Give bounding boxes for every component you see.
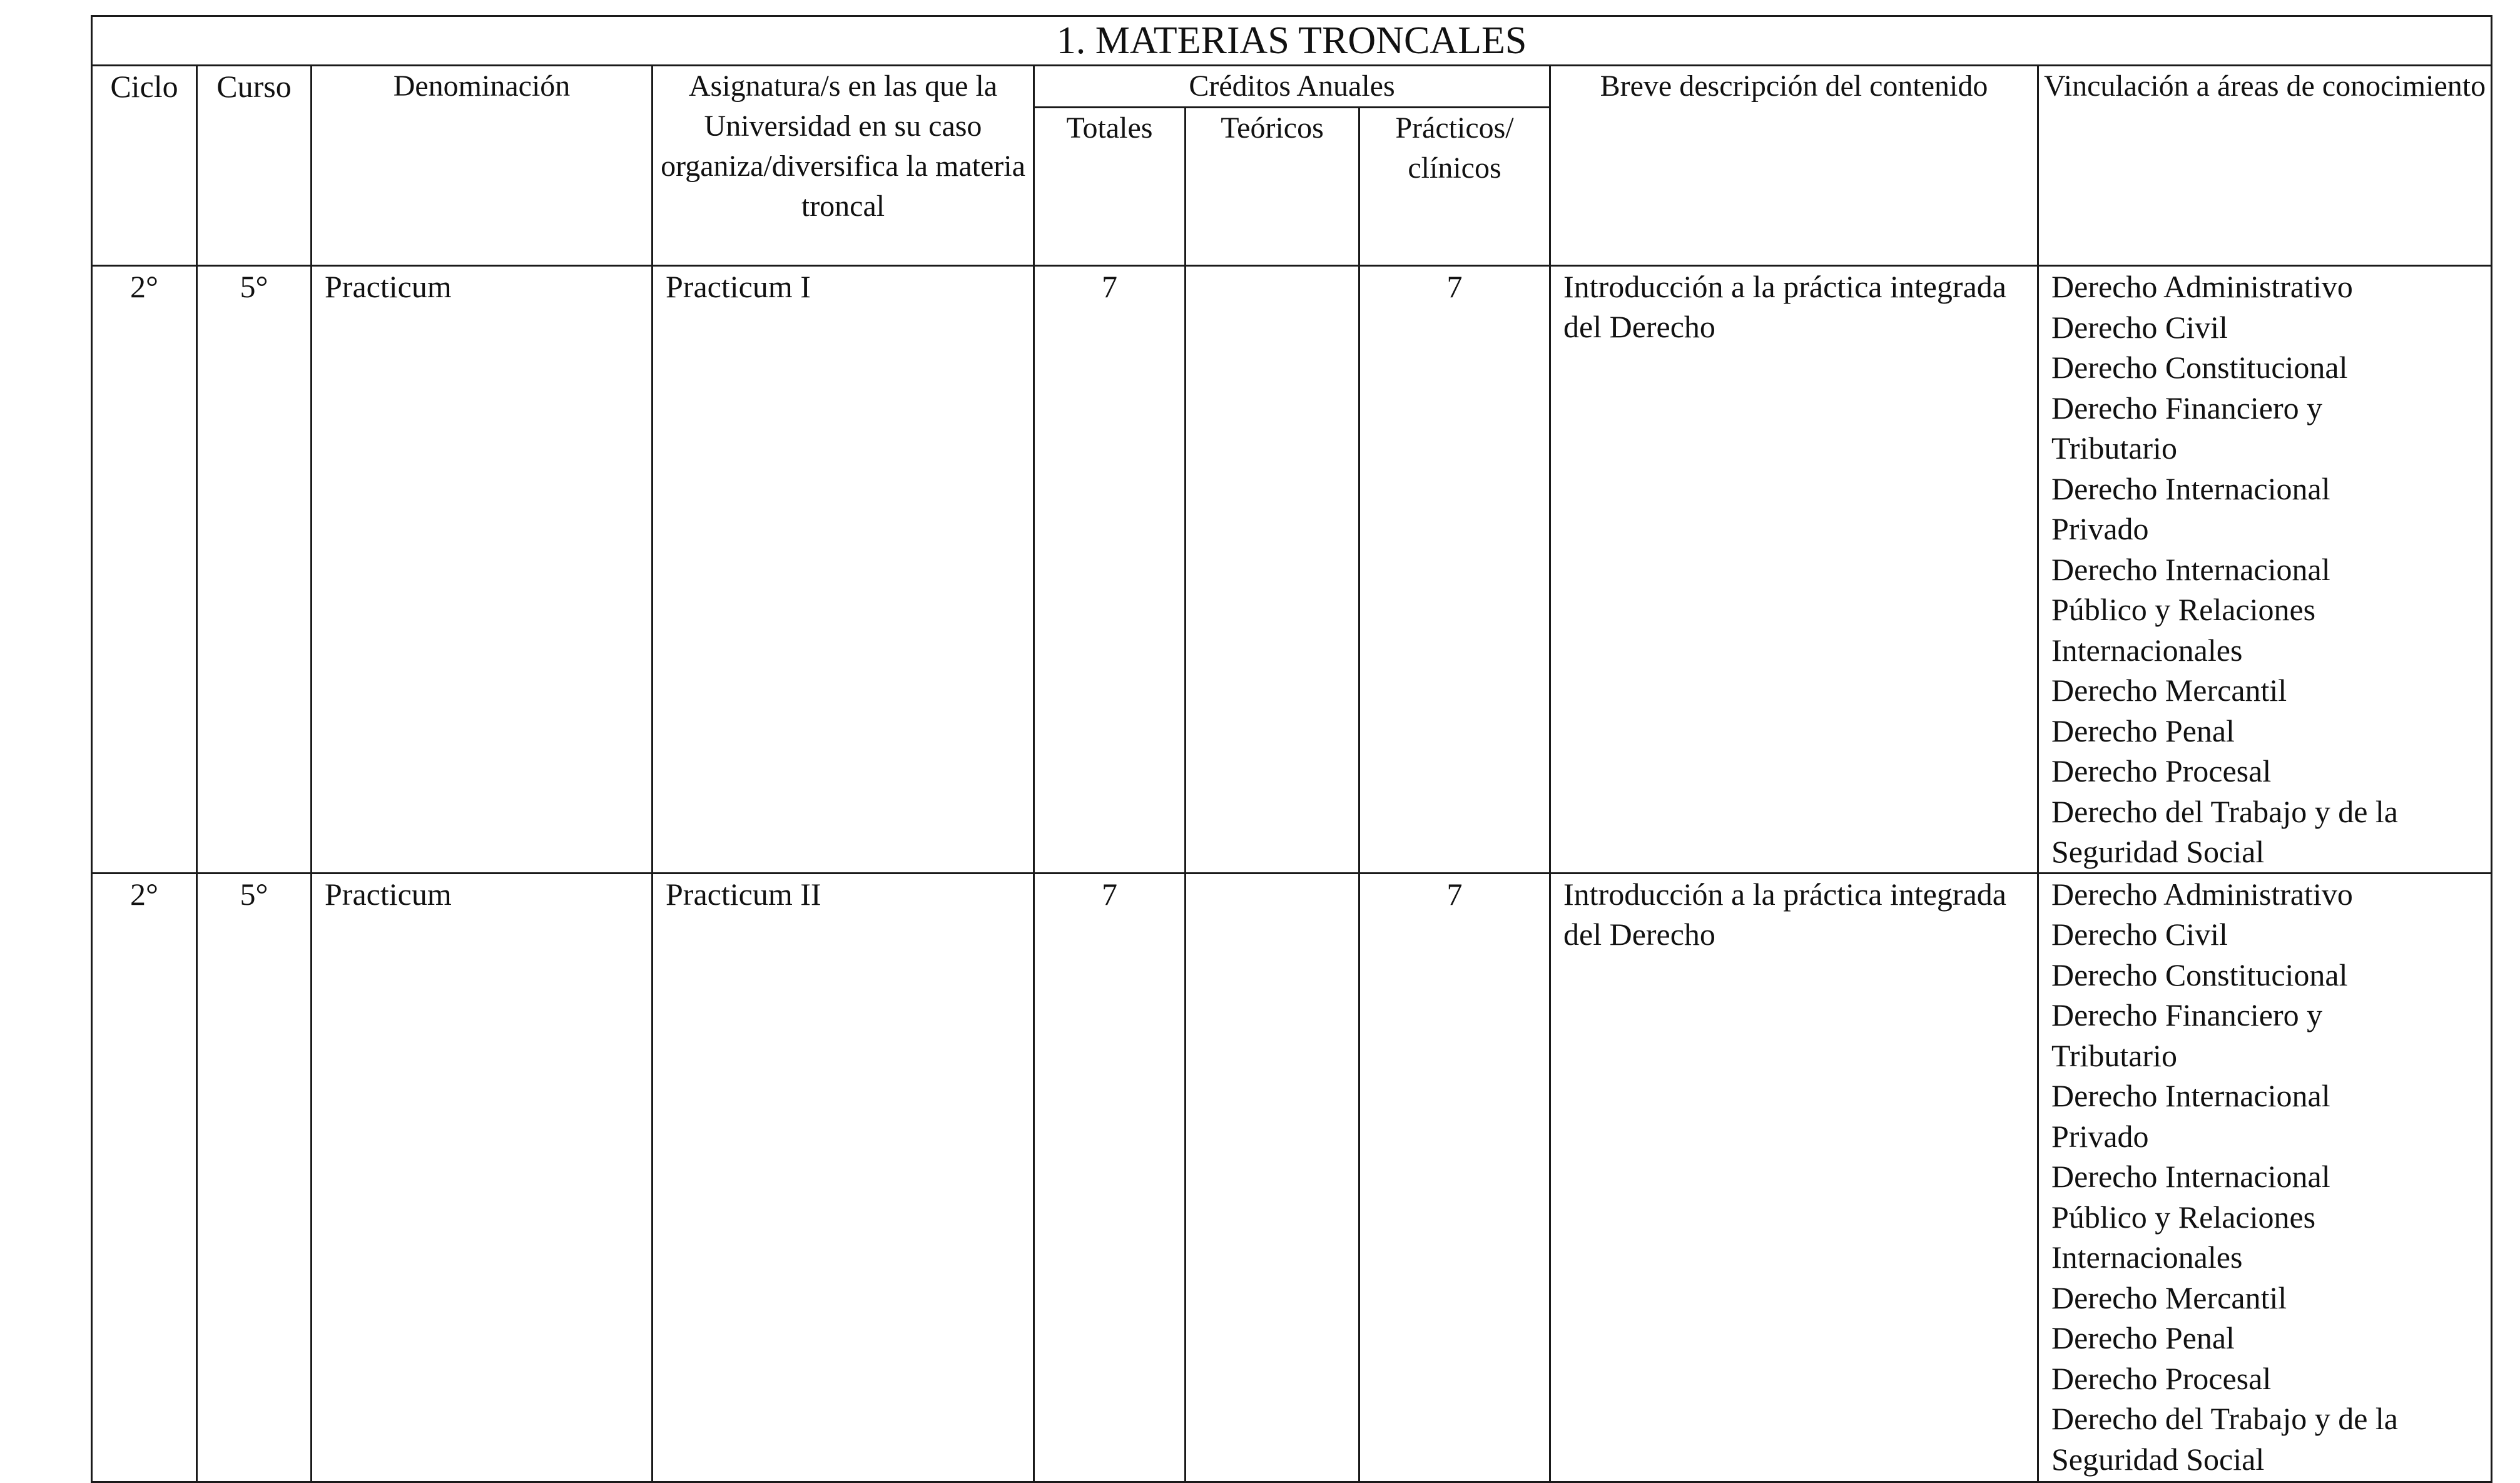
area-item: Derecho Constitucional	[2051, 957, 2348, 992]
area-item: Derecho del Trabajo y de la	[2051, 1401, 2399, 1436]
area-item: Derecho Administrativo	[2051, 269, 2353, 304]
cell-teoricos	[1186, 873, 1359, 1482]
cell-practicos: 7	[1359, 266, 1550, 874]
area-item: Derecho Financiero y	[2051, 390, 2323, 426]
cell-totales: 7	[1034, 873, 1186, 1482]
table-title: 1. MATERIAS TRONCALES	[92, 16, 2492, 66]
header-curso: Curso	[197, 66, 312, 266]
cell-ciclo: 2°	[92, 873, 197, 1482]
area-item: Derecho Internacional	[2051, 551, 2330, 587]
area-item: Derecho Financiero y	[2051, 997, 2323, 1032]
cell-denominacion: Practicum	[312, 266, 653, 874]
header-teoricos: Teóricos	[1186, 108, 1359, 266]
table-row	[92, 873, 2492, 1482]
cell-curso: 5°	[197, 873, 312, 1482]
area-item: Seguridad Social	[2051, 834, 2265, 869]
area-item: Derecho Civil	[2051, 309, 2228, 345]
header-creditos-anuales: Créditos Anuales	[1034, 66, 1550, 108]
area-item: Derecho Mercantil	[2051, 673, 2287, 708]
area-item: Derecho Internacional	[2051, 471, 2330, 506]
title-row	[92, 16, 2492, 66]
cell-totales: 7	[1034, 266, 1186, 874]
area-item: Derecho Procesal	[2051, 1360, 2272, 1396]
header-ciclo: Ciclo	[92, 66, 197, 266]
cell-teoricos	[1186, 266, 1359, 874]
area-item: Derecho Penal	[2051, 713, 2235, 748]
area-item: Público y Relaciones	[2051, 592, 2316, 627]
area-item: Privado	[2051, 1118, 2149, 1154]
area-item: Derecho Internacional	[2051, 1159, 2330, 1194]
materias-troncales-table	[91, 15, 2492, 1483]
area-item: Derecho Constitucional	[2051, 350, 2348, 385]
header-denominacion: Denominación	[312, 66, 653, 266]
area-item: Derecho Civil	[2051, 917, 2228, 952]
area-item: Internacionales	[2051, 632, 2243, 668]
cell-areas	[2038, 873, 2492, 1482]
area-item: Tributario	[2051, 431, 2177, 466]
cell-asignatura: Practicum I	[653, 266, 1034, 874]
cell-areas	[2038, 266, 2492, 874]
cell-denominacion: Practicum	[312, 873, 653, 1482]
area-item: Derecho Internacional	[2051, 1078, 2330, 1113]
cell-descripcion: Introducción a la práctica integrada del Derecho	[1550, 873, 2038, 1482]
area-item: Público y Relaciones	[2051, 1199, 2316, 1235]
area-item: Seguridad Social	[2051, 1441, 2265, 1477]
table-row	[92, 266, 2492, 874]
cell-descripcion: Introducción a la práctica integrada del Derecho	[1550, 266, 2038, 874]
header-asignatura: Asignatura/s en las que la Universidad en su caso organiza/diversifica la materia troncal	[653, 66, 1034, 266]
header-vinculacion: Vinculación a áreas de conocimiento	[2038, 66, 2492, 266]
cell-practicos: 7	[1359, 873, 1550, 1482]
area-item: Derecho Procesal	[2051, 753, 2272, 788]
area-item: Tributario	[2051, 1037, 2177, 1073]
area-item: Derecho del Trabajo y de la	[2051, 793, 2399, 829]
area-item: Privado	[2051, 511, 2149, 546]
cell-curso: 5°	[197, 266, 312, 874]
document-page	[91, 15, 2491, 1477]
area-item: Derecho Penal	[2051, 1320, 2235, 1355]
header-totales: Totales	[1034, 108, 1186, 266]
header-descripcion: Breve descripción del contenido	[1550, 66, 2038, 266]
cell-ciclo: 2°	[92, 266, 197, 874]
header-row-1	[92, 66, 2492, 108]
cell-asignatura: Practicum II	[653, 873, 1034, 1482]
area-item: Derecho Mercantil	[2051, 1280, 2287, 1315]
header-practicos: Prácticos/ clínicos	[1359, 108, 1550, 266]
area-item: Derecho Administrativo	[2051, 876, 2353, 912]
area-item: Internacionales	[2051, 1240, 2243, 1275]
